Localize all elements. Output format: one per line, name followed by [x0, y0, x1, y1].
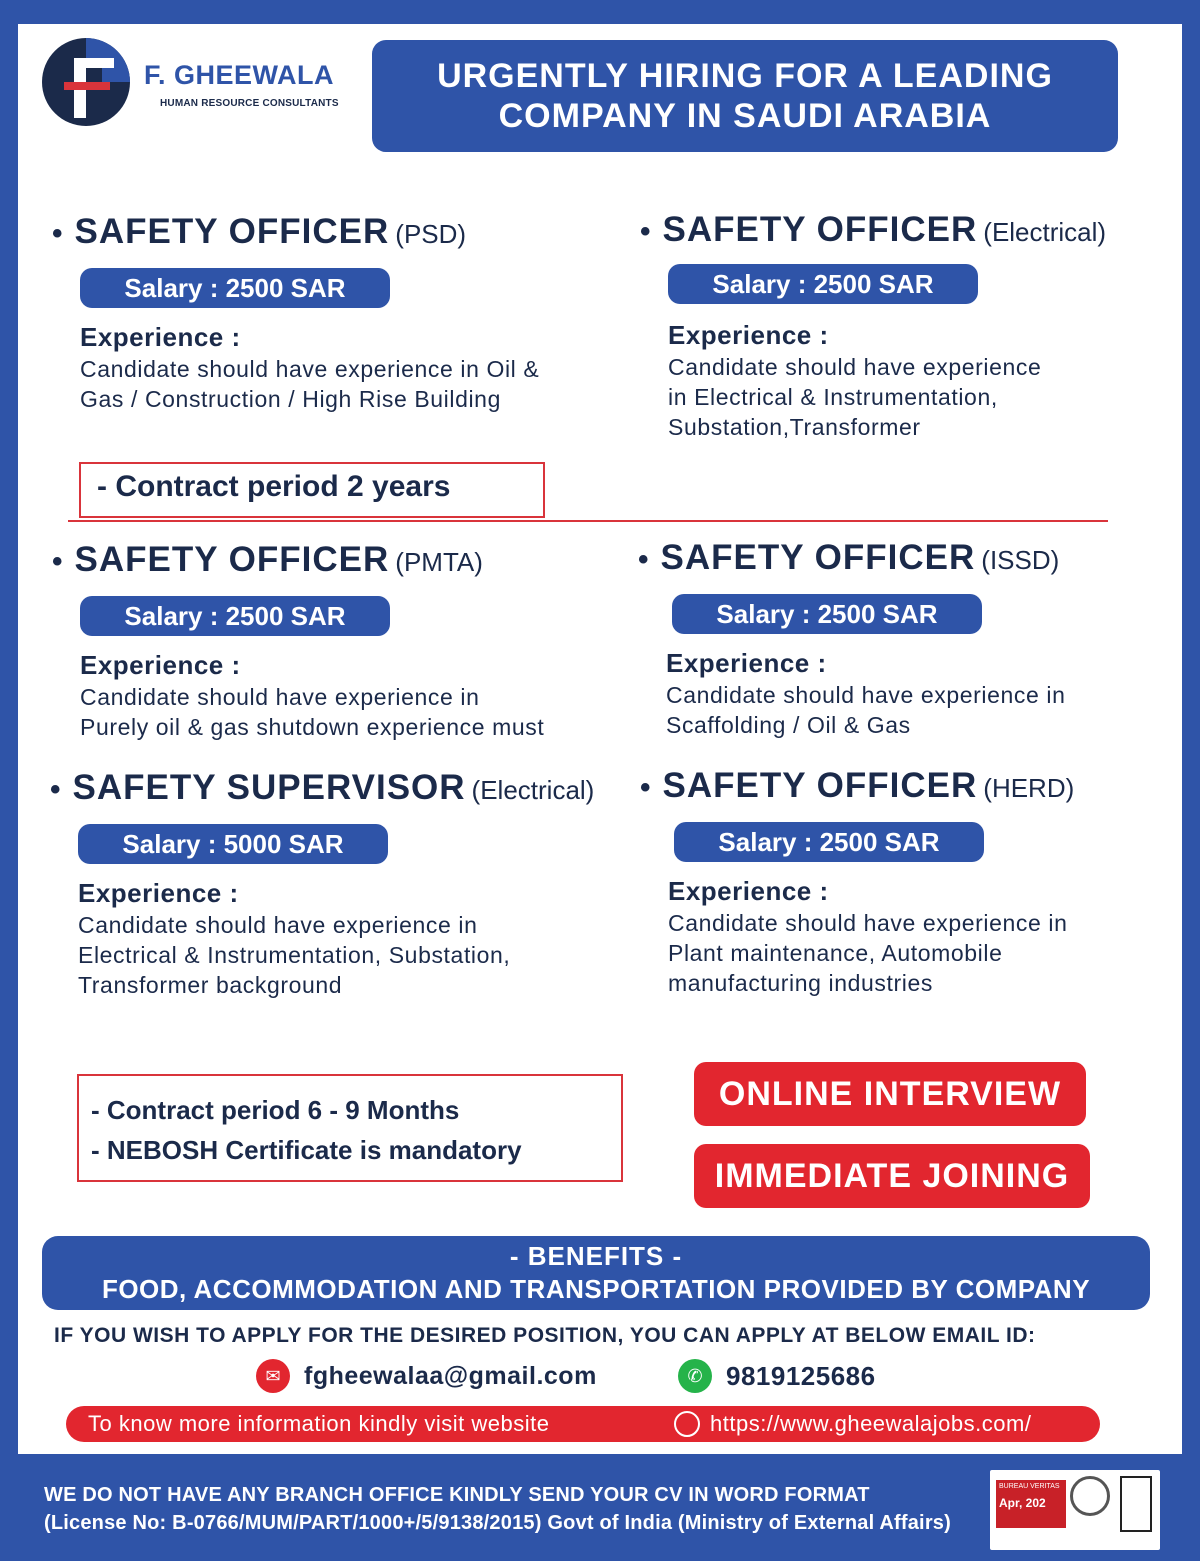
bullet-icon: •: [52, 217, 63, 250]
experience-text: Candidate should have experience in Electrical & Instrumentation, Substation, Transformer background: [78, 912, 511, 998]
logo-subtitle: HUMAN RESOURCE CONSULTANTS: [160, 98, 339, 109]
experience-text: Candidate should have experience in Plant maintenance, Automobile manufacturing industries: [668, 910, 1068, 996]
contract-period-note: - Contract period 2 years: [97, 470, 451, 503]
website-prompt: To know more information kindly visit website: [88, 1411, 550, 1436]
experience-text: Candidate should have experience in Purely oil & gas shutdown experience must: [80, 684, 545, 740]
job-card-electrical: [640, 210, 1200, 480]
phone-contact[interactable]: [678, 1358, 876, 1394]
certificate-badge: BUREAU VERITAS Apr, 202: [996, 1480, 1066, 1528]
apply-instruction: IF YOU WISH TO APPLY FOR THE DESIRED POSITION, YOU CAN APPLY AT BELOW EMAIL ID:: [54, 1324, 1036, 1347]
mail-icon: ✉: [256, 1359, 290, 1393]
bullet-icon: •: [640, 215, 651, 248]
footer-bar: [0, 1462, 1200, 1561]
job-title: • SAFETY SUPERVISOR (Electrical): [50, 768, 595, 807]
contract-period-note: - Contract period 6 - 9 Months: [91, 1095, 460, 1125]
experience-label: Experience :: [80, 650, 241, 680]
job-title: • SAFETY OFFICER (ISSD): [638, 538, 1060, 577]
benefits-heading: - BENEFITS -: [509, 1241, 683, 1271]
online-interview-badge: ONLINE INTERVIEW: [694, 1062, 1086, 1126]
job-card-herd: [640, 766, 1200, 1036]
bullet-icon: •: [640, 771, 651, 804]
experience-text: Candidate should have experience in Oil & Gas / Construction / High Rise Building: [80, 356, 540, 412]
email-contact[interactable]: [256, 1358, 597, 1394]
benefits-banner: [42, 1236, 1150, 1310]
job-title: • SAFETY OFFICER (Electrical): [640, 210, 1107, 249]
headline-banner: [372, 40, 1118, 152]
globe-icon: [674, 1411, 700, 1437]
job-title: • SAFETY OFFICER (PMTA): [52, 540, 483, 579]
email-address[interactable]: fgheewalaa@gmail.com: [304, 1361, 597, 1390]
salary-badge: Salary : 2500 SAR: [80, 596, 390, 636]
headline-line-1: URGENTLY HIRING FOR A LEADING: [437, 57, 1053, 95]
experience-text: Candidate should have experience in Electrical & Instrumentation, Substation,Transformer: [668, 354, 1042, 440]
salary-badge: Salary : 2500 SAR: [674, 822, 984, 862]
experience-text: Candidate should have experience in Scaffolding / Oil & Gas: [666, 682, 1066, 738]
experience-label: Experience :: [80, 322, 241, 352]
certification-logos: [990, 1470, 1160, 1550]
phone-number[interactable]: 9819125686: [726, 1360, 876, 1391]
footer-notice: WE DO NOT HAVE ANY BRANCH OFFICE KINDLY SEND YOUR CV IN WORD FORMAT: [44, 1484, 870, 1506]
whatsapp-icon: ✆: [678, 1359, 712, 1393]
job-card-issd: [638, 538, 1200, 768]
immediate-joining-badge: IMMEDIATE JOINING: [694, 1144, 1090, 1208]
headline-line-2: COMPANY IN SAUDI ARABIA: [498, 97, 992, 135]
logo-mark-icon: [40, 36, 132, 128]
experience-label: Experience :: [668, 876, 829, 906]
job-card-supervisor: [50, 768, 630, 1038]
ukas-mark-icon: [1120, 1476, 1152, 1532]
logo-name: F. GHEEWALA: [144, 60, 335, 90]
job-title: • SAFETY OFFICER (HERD): [640, 766, 1075, 805]
bureau-veritas-seal-icon: [1070, 1476, 1110, 1516]
job-title: • SAFETY OFFICER (PSD): [52, 212, 467, 251]
company-logo: [40, 36, 360, 132]
job-card-pmta: [52, 540, 632, 770]
bullet-icon: •: [50, 773, 61, 806]
nebosh-note: - NEBOSH Certificate is mandatory: [91, 1135, 522, 1165]
footer-license: (License No: B-0766/MUM/PART/1000+/5/9138/2015) Govt of India (Ministry of External Affairs): [44, 1512, 951, 1534]
experience-label: Experience :: [668, 320, 829, 350]
experience-label: Experience :: [78, 878, 239, 908]
salary-badge: Salary : 2500 SAR: [668, 264, 978, 304]
bullet-icon: •: [638, 543, 649, 576]
website-link[interactable]: https://www.gheewalajobs.com/: [710, 1411, 1032, 1436]
experience-label: Experience :: [666, 648, 827, 678]
salary-badge: Salary : 2500 SAR: [672, 594, 982, 634]
contract-notes-box: [77, 1074, 623, 1182]
salary-badge: Salary : 2500 SAR: [80, 268, 390, 308]
benefits-text: FOOD, ACCOMMODATION AND TRANSPORTATION PROVIDED BY COMPANY: [101, 1274, 1091, 1304]
website-bar: [66, 1406, 1100, 1442]
contract-note-box: [79, 462, 545, 518]
section-divider: [68, 520, 1108, 522]
job-card-psd: [52, 212, 632, 452]
salary-badge: Salary : 5000 SAR: [78, 824, 388, 864]
bullet-icon: •: [52, 545, 63, 578]
